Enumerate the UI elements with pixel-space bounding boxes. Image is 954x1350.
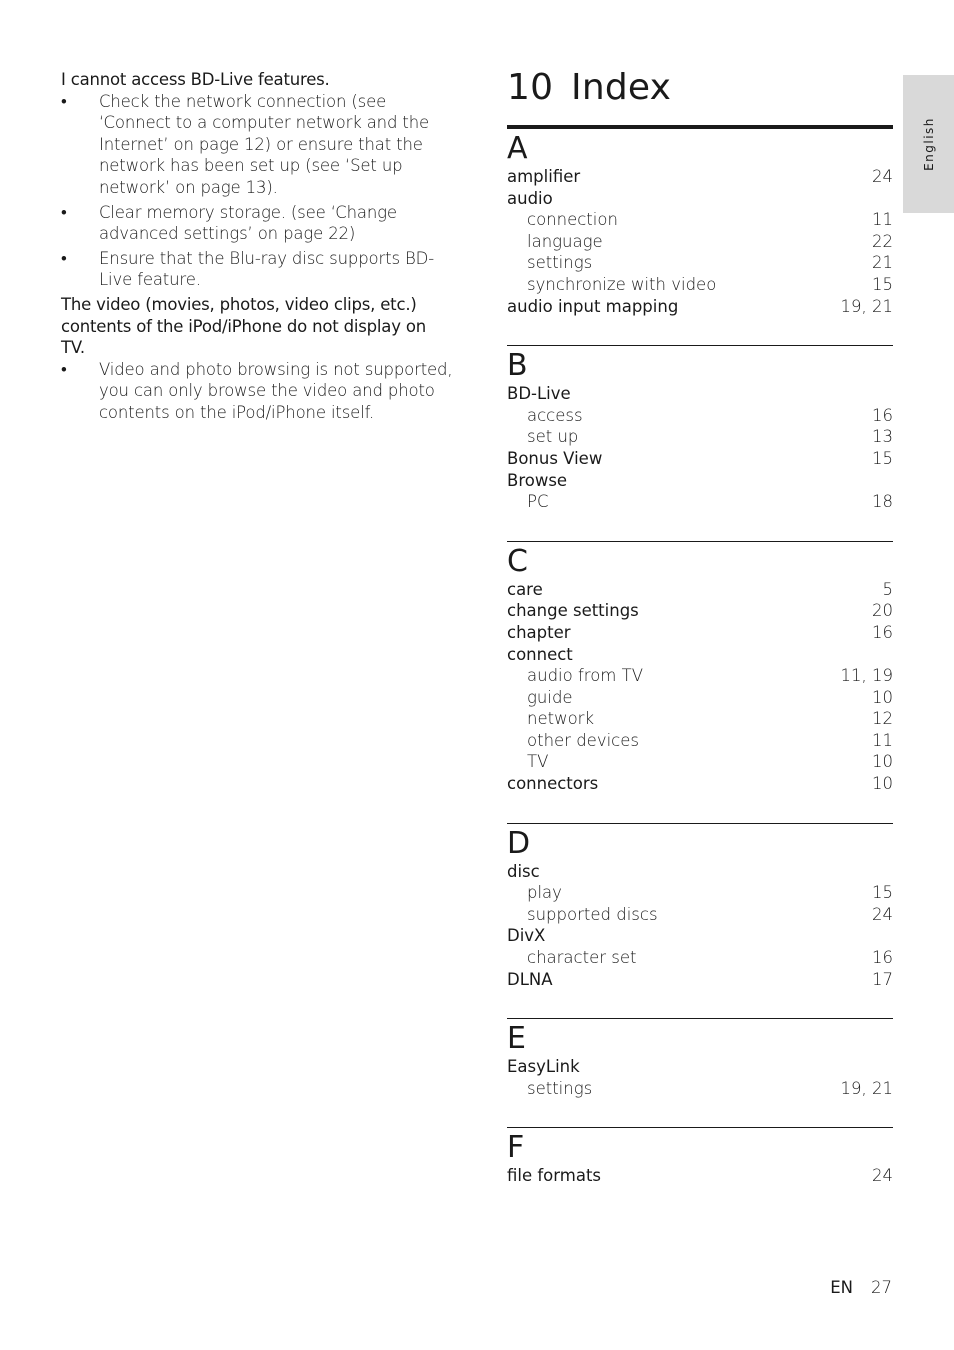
index-entry xyxy=(507,904,893,926)
index-entry xyxy=(507,1056,893,1078)
index-entry xyxy=(507,188,893,210)
index-term: PC xyxy=(527,492,549,512)
bullet-icon: • xyxy=(61,359,67,379)
index-entry xyxy=(507,947,893,969)
index-page-ref: 24 xyxy=(872,1166,893,1186)
index-entry xyxy=(507,861,893,883)
problem-heading: I cannot access BD-Live features. xyxy=(61,70,330,89)
chapter-number: 10 xyxy=(507,67,554,108)
index-term: amplifier xyxy=(507,167,581,186)
index-term: connection xyxy=(527,210,618,230)
index-page-ref: 19, 21 xyxy=(840,1078,893,1098)
index-page-ref: 20 xyxy=(872,601,893,621)
index-term: DivX xyxy=(507,926,546,946)
index-term: supported discs xyxy=(527,904,658,924)
index-term: set up xyxy=(527,427,579,447)
title-text: Index xyxy=(571,67,672,108)
index-term: connectors xyxy=(507,774,599,794)
index-entry xyxy=(507,925,893,947)
page-title xyxy=(507,66,893,110)
index-entry xyxy=(507,209,893,231)
troubleshooting-column xyxy=(61,69,453,427)
section-letter: C xyxy=(507,543,528,579)
index-entry xyxy=(507,231,893,253)
solution-text: Video and photo browsing is not supported, you can only browse the video and photo contents on the iPod/iPhone itself. xyxy=(99,359,453,422)
page-footer xyxy=(830,1278,892,1297)
index-entry xyxy=(507,405,893,427)
index-page-ref: 16 xyxy=(872,948,893,968)
section-letter: D xyxy=(507,825,531,861)
index-column xyxy=(507,66,893,1187)
index-entry xyxy=(507,252,893,274)
index-page-ref: 24 xyxy=(872,904,893,924)
problem-heading: The video (movies, photos, video clips, etc.) contents of the iPod/iPhone do not display on TV. xyxy=(61,294,426,358)
solution-item xyxy=(61,248,453,291)
index-entry xyxy=(507,882,893,904)
index-term: network xyxy=(527,709,595,729)
index-page-ref: 11 xyxy=(872,210,893,230)
index-entry xyxy=(507,622,893,644)
index-section-e xyxy=(507,1018,893,1099)
index-page-ref: 11, 19 xyxy=(840,666,893,686)
index-term: Bonus View xyxy=(507,448,603,468)
index-term: EasyLink xyxy=(507,1057,580,1077)
solution-text: Clear memory storage. (see ‘Change advanced settings’ on page 22) xyxy=(99,202,397,244)
index-entry xyxy=(507,773,893,795)
index-term: disc xyxy=(507,861,540,881)
index-page-ref: 15 xyxy=(872,883,893,903)
index-page-ref: 19, 21 xyxy=(840,296,893,316)
index-page-ref: 5 xyxy=(882,579,893,599)
index-entry xyxy=(507,579,893,601)
section-letter: B xyxy=(507,348,528,384)
index-entry xyxy=(507,470,893,492)
index-term: DLNA xyxy=(507,969,553,989)
section-letter: E xyxy=(507,1021,526,1057)
index-page-ref: 17 xyxy=(872,969,893,989)
index-section-a xyxy=(507,125,893,317)
language-tab xyxy=(903,75,954,213)
index-page-ref: 16 xyxy=(872,405,893,425)
index-entry xyxy=(507,383,893,405)
index-term: TV xyxy=(527,752,549,772)
index-entry xyxy=(507,274,893,296)
index-term: change settings xyxy=(507,601,639,621)
index-term: Browse xyxy=(507,470,568,490)
index-term: BD-Live xyxy=(507,384,571,404)
index-term: audio input mapping xyxy=(507,296,679,316)
footer-lang: EN xyxy=(830,1278,853,1297)
solution-text: Check the network connection (see ‘Connect to a computer network and the Internet’ on page 12) or ensure that the network has been set up (see ‘Set up network’ on page 13). xyxy=(99,91,430,197)
index-page-ref: 10 xyxy=(872,774,893,794)
index-entry xyxy=(507,687,893,709)
index-term: file formats xyxy=(507,1166,602,1186)
index-entry xyxy=(507,426,893,448)
index-page-ref: 11 xyxy=(872,730,893,750)
section-letter: F xyxy=(507,1130,525,1166)
section-letter: A xyxy=(507,131,528,166)
index-entry xyxy=(507,448,893,470)
index-term: audio from TV xyxy=(527,666,643,686)
index-term: language xyxy=(527,231,603,251)
index-page-ref: 21 xyxy=(872,253,893,273)
index-entry xyxy=(507,665,893,687)
index-entry xyxy=(507,166,893,188)
bullet-icon: • xyxy=(61,202,67,222)
index-page-ref: 10 xyxy=(872,752,893,772)
solution-item xyxy=(61,91,453,199)
index-section-c xyxy=(507,541,893,795)
index-term: synchronize with video xyxy=(527,274,717,294)
page-number: 27 xyxy=(871,1278,892,1297)
index-page-ref: 24 xyxy=(872,167,893,186)
solution-item xyxy=(61,202,453,245)
index-page-ref: 13 xyxy=(872,427,893,447)
index-page-ref: 18 xyxy=(872,492,893,512)
index-entry xyxy=(507,644,893,666)
index-term: character set xyxy=(527,948,637,968)
index-entry xyxy=(507,491,893,513)
solution-list xyxy=(61,359,453,424)
index-page-ref: 22 xyxy=(872,231,893,251)
index-term: settings xyxy=(527,253,593,273)
bullet-icon: • xyxy=(61,248,67,268)
index-term: settings xyxy=(527,1078,593,1098)
index-entry xyxy=(507,751,893,773)
index-sections xyxy=(507,125,893,1187)
index-entry xyxy=(507,600,893,622)
index-section-b xyxy=(507,345,893,513)
index-entry xyxy=(507,1165,893,1187)
index-page-ref: 15 xyxy=(872,448,893,468)
index-term: other devices xyxy=(527,730,639,750)
index-entry xyxy=(507,1078,893,1100)
index-entry xyxy=(507,730,893,752)
index-term: connect xyxy=(507,644,573,664)
index-page-ref: 12 xyxy=(872,709,893,729)
language-tab-label: English xyxy=(921,117,936,171)
index-term: play xyxy=(527,883,562,903)
index-term: audio xyxy=(507,188,553,208)
solution-text: Ensure that the Blu-ray disc supports BD-Live feature. xyxy=(99,248,435,290)
index-term: chapter xyxy=(507,622,571,642)
index-entry xyxy=(507,296,893,318)
bullet-icon: • xyxy=(61,91,67,111)
index-page-ref: 16 xyxy=(872,622,893,642)
solution-list xyxy=(61,91,453,291)
index-term: access xyxy=(527,405,583,425)
index-entry xyxy=(507,708,893,730)
index-page-ref: 15 xyxy=(872,274,893,294)
index-term: guide xyxy=(527,687,573,707)
index-page-ref: 10 xyxy=(872,687,893,707)
solution-item xyxy=(61,359,453,424)
index-section-d xyxy=(507,823,893,991)
index-entry xyxy=(507,969,893,991)
index-term: care xyxy=(507,579,543,599)
index-section-f xyxy=(507,1127,893,1187)
